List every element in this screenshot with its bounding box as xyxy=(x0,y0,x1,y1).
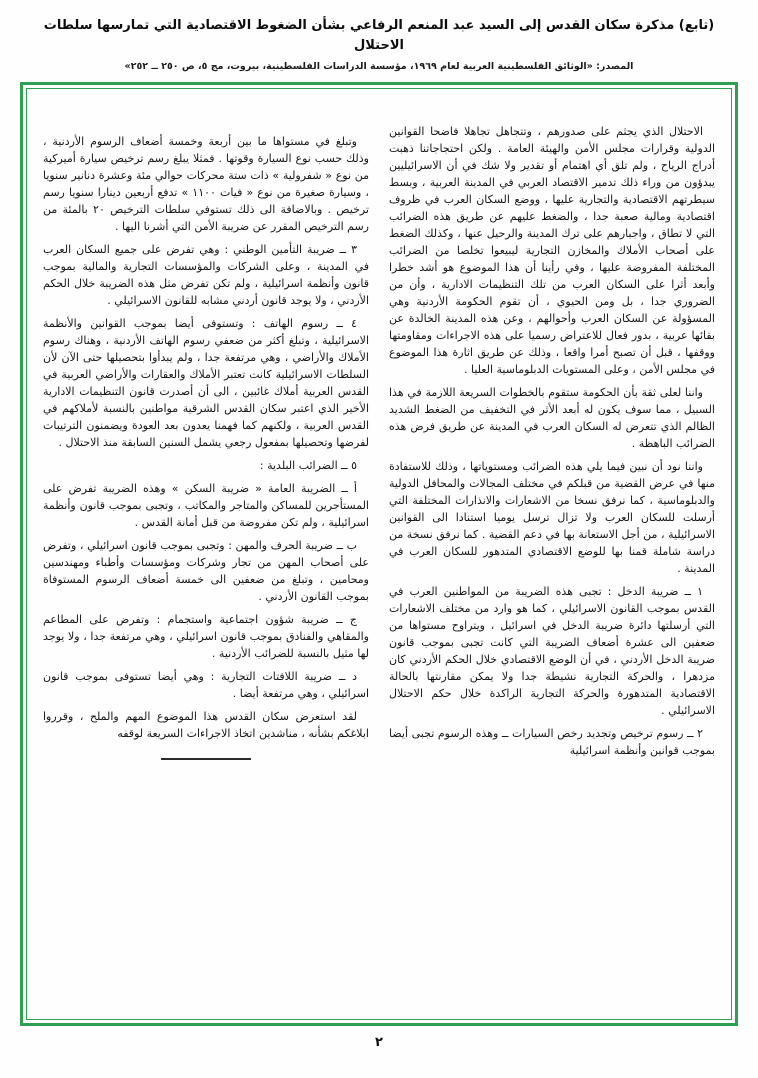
paragraph: أ ــ الضريبة العامة « ضريبة السكن » وهذه الضريبة تفرض على المستأجرين للمساكن والمتاجر والمكاتب ، وتجبى بموجب قانون وأنظمة اسرائيلية ، ولم تكن مفروضة من قبل أمانة القدس . xyxy=(43,482,369,530)
paragraph: وتبلغ في مستواها ما بين أربعة وخمسة أضعاف الرسوم الأردنية ، وذلك حسب نوع السيارة وقوتها . فمثلا يبلغ رسم ترخيص سيارة أميركية من نوع « شفرولية » ذات ستة محركات حوالي مئة وعشرة دنانير سنويا ، وسيارة صغيرة من نوع « فيات ١١٠٠ » تدفع أربعين دينارا سنويا رسم ترخيص . وبالاضافة الى ذلك تستوفي سلطات الترخيص ٢٠ بالمئة من رسم الترخيص المقرر عن ضريبة الأمن التي أشرنا اليها . xyxy=(43,135,369,234)
page-number: ٢ xyxy=(375,1035,383,1051)
frame-inner-border xyxy=(26,88,732,1020)
paragraph: ٣ ــ ضريبة التأمين الوطني : وهي تفرض على جميع السكان العرب في المدينة ، وعلى الشركات والمؤسسات التجارية والمالية بموجب قانون وأنظمة اسرائيلية ، ولم تكن تفرض مثل هذه الضريبة خلال الحكم الأردني ، ولا يوجد قانون أردني مشابه للقانون الاسرائيلي . xyxy=(43,243,369,308)
paragraph: واننا نود أن نبين فيما يلي هذه الضرائب ومستوياتها ، وذلك للاستفادة منها في عرض القضية من قبلكم في مختلف المجالات والمحافل الدولية والدبلوماسية ، كما نرفق نسخا من الاشعارات والانذارات المختلفة التي أرسلت للسكان العرب ولا تزال ترسل يوميا استنادا الى القوانين الاسرائيلية ، من أجل الاستعانة بها في دعم القضية . كما نرفق نسخة من دراسة شاملة قمنا بها للوضع الاقتصادي المتدهور للسكان العرب في المدينة . xyxy=(389,460,715,576)
green-double-border-frame xyxy=(20,82,738,1026)
paragraph: ج ــ ضريبة شؤون اجتماعية واستجمام : وتفرض على المطاعم والمقاهي والفنادق بموجب قانون اسرائيلي ، وهي مرتفعة جدا ، ولا يوجد لها مثيل بالنسبة للضرائب الأردنية . xyxy=(43,613,369,661)
paragraph: ٤ ــ رسوم الهاتف : وتستوفى أيضا بموجب القوانين والأنظمة الاسرائيلية ، وتبلغ أكثر من ضعفي رسوم الهاتف الأردنية ، وهناك رسوم الأملاك والأراضي ، وهي مرتفعة جدا ، ولم يبدأوا بتحصيلها حتى الآن لأن السلطات الاسرائيلية كانت تعتبر الأملاك والعقارات والأراضي العربية في القدس العربية أملاك غائبين ، الى أن أصدرت قانون التنظيمات الادارية الأخير الذي اعتبر سكان القدس الشرقية مواطنين بالنسبة لأملاكهم في القدس العربية ، ولكنهم كما فهمنا يعدون بعد العودة ويضمنون الترتيبات لفرضها وتحصيلها بمفعول رجعي يشمل السنين السابقة منذ الاحتلال . xyxy=(43,317,369,450)
paragraph: ب ــ ضريبة الحرف والمهن : وتجبى بموجب قانون اسرائيلي ، وتفرض على أصحاب المهن من تجار وشركات ومؤسسات وأطباء ومهندسين ومحامين ، وتبلغ من ضعفين الى خمسة أضعاف الرسوم المستوفاة بموجب القانون الأردني . xyxy=(43,539,369,604)
source-line: المصدر: «الوثائق الفلسطينية العربية لعام ١٩٦٩، مؤسسة الدراسات الفلسطينية، بيروت، مج ٥، ص ٢٥٠ ــ ٢٥٢» xyxy=(124,61,634,73)
paragraph: الاحتلال الذي يجثم على صدورهم ، وتتجاهل تجاهلا فاضحا القوانين الدولية وقرارات مجلس الأمن والهيئة العامة . ولكن احتجاجاتنا ذهبت أدراج الرياح ، ولم تلق أي اهتمام أو تقدير ولا شك في أن الاسرائيليين يبدؤون من وراء ذلك تدمير الاقتصاد العربي في المدينة العربية ، وبسط سيطرتهم الاقتصادية والتجارية عليها ، ووضع السكان العرب في ظروف اقتصادية ومالية صعبة جدا ، والضغط عليهم عن طريق هذه الضرائب التي لا تطاق ، واجبارهم على ترك المدينة والرحيل عنها ، وكذلك الضغط على أصحاب الأملاك والمخازن التجارية ليبيعوا تخلصا من الضرائب المختلفة المفروضة عليها ، وفي رأينا أن هذا الموضوع هو أشد خطرا وأبعد أثرا على السكان العرب من تلك التنظيمات الادارية ، وأن من الضروري جدا ، بل ومن الحيوي ، أن تقوم الحكومة الأردنية وهي المسؤولة عن السكان العرب وأحوالهم ، وعن هذه المدينة الخالدة عن بقائها عربية ، بدور فعال للاعتراض رسميا على هذه الاجراءات ومقاومتها ووقفها ، قبل أن تصبح أمرا واقعا ، وذلك عن طريق اثارة هذا الموضوع في مجلس الأمن ، وعلى المستويات الدبلوماسية العليا . xyxy=(389,125,715,377)
paragraph: واننا لعلى ثقة بأن الحكومة ستقوم بالخطوات السريعة اللازمة في هذا السبيل ، مما سوف يكون له أبعد الأثر في التخفيف من الضغط الشديد الظالم الذي تتعرض له السكان العرب في المدينة عن طريق فرض هذه الضرائب الباهظة . xyxy=(389,386,715,451)
column-right-paragraphs xyxy=(389,123,715,759)
paragraph: ٢ ــ رسوم ترخيص وتجديد رخص السيارات ــ وهذه الرسوم تجبى أيضا بموجب قوانين وأنظمة اسرائيلية xyxy=(389,727,715,758)
column-left-paragraphs xyxy=(43,133,369,742)
page-header xyxy=(0,0,758,72)
paragraph: ٥ ــ الضرائب البلدية : xyxy=(259,459,357,473)
paragraph: د ــ ضريبة اللافتات التجارية : وهي أيضا تستوفى بموجب قانون اسرائيلي ، وهي مرتفعة أيضا . xyxy=(43,670,369,701)
document-title: (تابع) مذكرة سكان القدس إلى السيد عبد المنعم الرفاعي بشأن الضغوط الاقتصادية التي تمارسها سلطات الاحتلال xyxy=(43,18,715,54)
column-left xyxy=(43,123,369,1019)
paragraph: لقد استعرض سكان القدس هذا الموضوع المهم والملح ، وقرروا ابلاغكم بشأنه ، مناشدين اتخاذ الاجراءات السريعة لوقفه xyxy=(43,710,369,741)
end-rule xyxy=(161,758,251,760)
column-right xyxy=(389,123,715,1019)
paragraph: ١ ــ ضريبة الدخل : تجبى هذه الضريبة من المواطنين العرب في القدس بموجب القانون الاسرائيلي ، كما هو وارد من مختلف الاشعارات التي أرسلتها دائرة ضريبة الدخل في اسرائيل ، ويتراوح مستواها من ضعفين الى عشرة أضعاف الضريبة التي كانت تجبى بموجب قانون ضريبة الدخل الأردني ، في أن الوضع الاقتصادي خلال الحكم الأردني كان مزدهرا ، والحركة التجارية نشيطة جدا ولا يمكن مقارنتها بالحالة الاقتصادية المتدهورة والحركة التجارية الراكدة خلال حكم الاحتلال الاسرائيلي . xyxy=(389,585,715,718)
two-column-text xyxy=(43,123,715,1019)
